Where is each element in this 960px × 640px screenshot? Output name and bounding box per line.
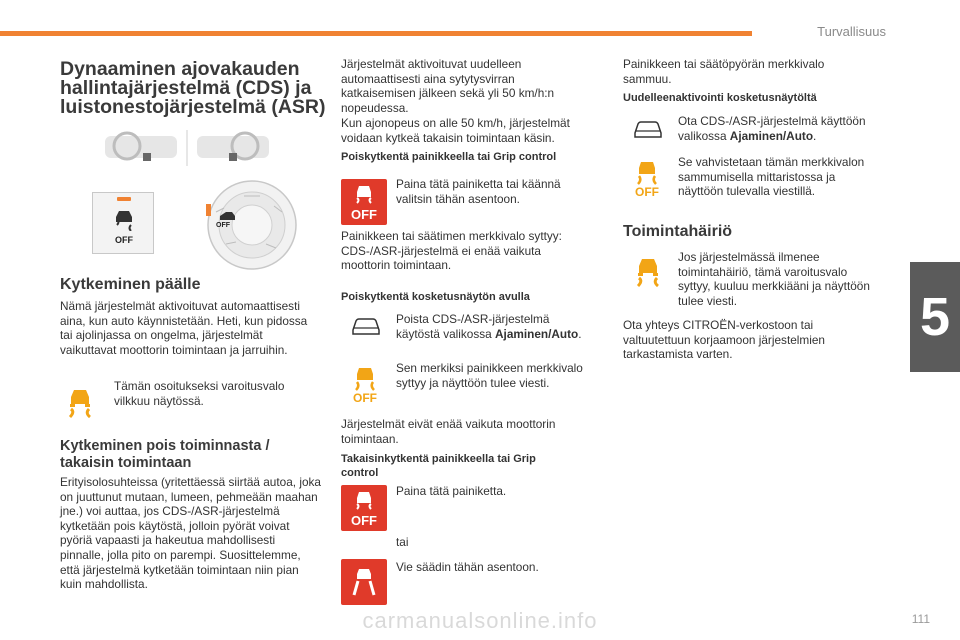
cds-warning-light-icon xyxy=(62,385,98,421)
message-display-text: Sen merkiksi painikkeen merkkivalo syttyy ja näyttöön tulee viesti. xyxy=(396,361,583,390)
contact-dealer-text: Ota yhteys CITROËN-verkostoon tai valtuutettuun korjaamoon järjestelmien tarkastamista varten. xyxy=(623,318,825,362)
svg-text:OFF: OFF xyxy=(353,391,377,404)
cds-off-warning-icon xyxy=(348,364,382,404)
indicator-lights-text: Painikkeen tai säätimen merkkivalo syttyy: CDS-/ASR-järjestelmä ei enää vaikuta moottorin toimintaan. xyxy=(341,229,562,273)
malfunction-text: Jos järjestelmässä ilmenee toimintahäiriö, tämä varoitusvalo syttyy, kuuluu merkkiääni ja näyttöön tulee viesti. xyxy=(678,250,870,308)
or-text: tai xyxy=(396,535,409,549)
deactivation-text: Erityisolosuhteissa (yritettäessä siirtää autoa, joka on juuttunut mutaan, lumeen, pehmeään maahan jne.) voi auttaa, jos CDS-/ASR-järjestelmä kytketään pois käytöstä, jolloin pyörät voivat pyöriä vapaasti ja hakeutua mahdollisesti pinnalle, jolla pito on parempi. Suosittelemme, että järjestelmä kytketään toimintaan niin pian kuin mahdollista. xyxy=(60,475,321,592)
subheading-touchscreen-off: Poiskytkentä kosketusnäytön avulla xyxy=(341,291,530,303)
page-title: Dynaaminen ajovakauden hallintajärjestelmä (CDS) ja luistonestojärjestelmä (ASR) xyxy=(60,58,326,118)
press-button-text: Paina tätä painiketta tai käännä valitsin tähän asentoon. xyxy=(396,177,561,206)
reactivation-auto-text: Järjestelmät aktivoituvat uudelleen automaattisesti aina sytytysvirran katkaisemisen jälkeen sekä yli 50 km/h:n nopeudessa. xyxy=(341,57,555,115)
subheading-button-off: Poiskytkentä painikkeella tai Grip control xyxy=(341,151,557,163)
grip-control-position-icon xyxy=(341,559,387,605)
warning-blink-text: Tämän osoitukseksi varoitusvalo vilkkuu näytössä. xyxy=(114,379,285,408)
cds-off-button-icon-red xyxy=(341,179,387,225)
heading-deactivation: Kytkeminen pois toiminnasta / takaisin toimintaan xyxy=(60,438,270,471)
off-label: OFF xyxy=(351,513,377,528)
road-car-icon xyxy=(351,567,377,597)
subheading-touchscreen-on: Uudelleenaktivointi kosketusnäytöltä xyxy=(623,92,817,104)
car-outline-icon xyxy=(632,117,664,141)
subheading-button-on: Takaisinkytkentä painikkeella tai Grip control xyxy=(341,453,536,479)
button-off-label: OFF xyxy=(115,235,133,245)
turn-knob-text: Vie säädin tähän asentoon. xyxy=(396,560,539,574)
no-effect-text: Järjestelmät eivät enää vaikuta moottorin toimintaan. xyxy=(341,417,556,446)
light-off-text: Painikkeen tai säätöpyörän merkkivalo sammuu. xyxy=(623,57,825,86)
enable-in-menu-text: Ota CDS-/ASR-järjestelmä käyttöön valikossa Ajaminen/Auto. xyxy=(678,114,866,143)
page-number: 111 xyxy=(911,612,930,626)
header-accent-bar xyxy=(0,31,752,36)
activation-text: Nämä järjestelmät aktivoituvat automaattisesti aina, kun auto käynnistetään. Heti, kun pidossa tai ajolinjassa on ongelma, järjestelmät vaikuttavat moottorin toimintaan ja jarruihin. xyxy=(60,299,308,357)
press-this-button-text: Paina tätä painiketta. xyxy=(396,484,507,498)
heading-malfunction: Toimintahäiriö xyxy=(623,223,733,240)
cds-off-button-icon-red-2 xyxy=(341,485,387,531)
off-label: OFF xyxy=(351,207,377,222)
heading-activation: Kytkeminen päälle xyxy=(60,276,201,293)
cds-fault-warning-icon xyxy=(630,254,666,290)
chapter-tab: 5 xyxy=(910,262,960,372)
cds-off-warning-icon xyxy=(630,158,664,198)
selector-off-label: OFF xyxy=(216,222,230,229)
cds-off-button-illustration xyxy=(92,192,154,254)
watermark: carmanualsonline.info xyxy=(362,608,598,633)
manual-reactivation-text: Kun ajonopeus on alle 50 km/h, järjestelmät voidaan kytkeä takaisin toimintaan käsin. xyxy=(341,116,570,145)
dashboard-location-illustration xyxy=(105,128,285,168)
button-indicator-light xyxy=(117,197,131,201)
confirmation-text: Se vahvistetaan tämän merkkivalon sammumisella mittaristossa ja näyttöön tulevalla viestillä. xyxy=(678,155,865,199)
svg-text:OFF: OFF xyxy=(635,185,659,198)
car-outline-icon xyxy=(350,314,382,338)
skid-car-icon xyxy=(352,489,376,511)
skid-car-icon xyxy=(111,207,137,231)
disable-in-menu-text: Poista CDS-/ASR-järjestelmä käytöstä valikossa Ajaminen/Auto. xyxy=(396,312,582,341)
skid-car-icon xyxy=(352,183,376,205)
section-name: Turvallisuus xyxy=(817,24,886,39)
